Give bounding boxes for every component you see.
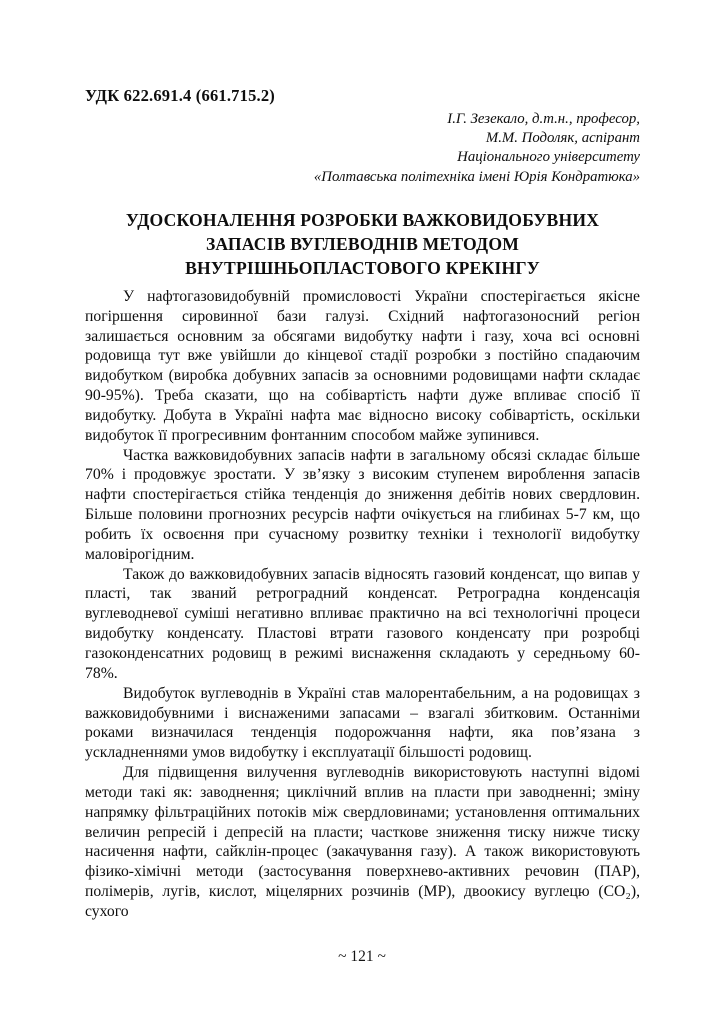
title-line-2: ЗАПАСІВ ВУГЛЕВОДНІВ МЕТОДОМ [205, 233, 520, 254]
article-title [85, 208, 640, 280]
author-line-2: М.М. Подоляк, аспірант [485, 130, 640, 147]
author-block [85, 110, 640, 187]
title-line-3: ВНУТРІШНЬОПЛАСТОВОГО КРЕКІНГУ [185, 257, 540, 278]
paragraph-4: Видобуток вуглеводнів в Україні став малорентабельним, а на родовищах з важковидобувними і виснаженими запасами – взагалі збитковим. Останніми роками визначилася тенденція подорожчання нафти, яка пов’язана з ускладненнями умов видобутку і експлуатації більшості родовищ. [85, 684, 640, 762]
author-line-1: І.Г. Зезекало, д.т.н., професор, [447, 111, 640, 127]
title-line-1: УДОСКОНАЛЕННЯ РОЗРОБКИ ВАЖКОВИДОБУВНИХ [125, 209, 600, 230]
article-body [85, 287, 640, 922]
paragraph-5: Для підвищення вилучення вуглеводнів використовують наступні відомі методи такі як: заводнення; циклічний вплив на пласти при заводненні; зміну напрямку фільтраційних потоків між свердловинами; установлення оптимальних величин репресій і депресій на пласти; часткове зниження тиску нижче тиску насичення нафти, сайклін-процес (закачування газу). А також використовують фізико-хімічні методи (застосування поверхнево-активних речовин (ПАР), полімерів, лугів, кислот, міцелярних розчинів (МР), двоокису вуглецю (CO₂), сухого [85, 764, 640, 920]
author-line-3: Національного університету [457, 149, 640, 166]
paragraph-1: У нафтогазовидобувній промисловості України спостерігається якісне погіршення сировинної бази галузі. Східний нафтогазоносний регіон залишається основним за обсягами видобутку нафти і газу, хоча всі основні родовища тут вже увійшли до кінцевої стадії розробки з постійно спадаючим видобутком (виробка добувних запасів за основними родовищами нафти складає 90-95%). Треба сказати, що на собівартість нафти дуже впливає спосіб її видобутку. Добута в Україні нафта має відносно високу собівартість, оскільки видобуток її прогресивним фонтанним способом майже зупинився. [85, 287, 640, 444]
udc-code: УДК 622.691.4 (661.715.2) [85, 86, 275, 105]
page-number: ~ 121 ~ [338, 948, 386, 965]
paragraph-3: Також до важковидобувних запасів відносять газовий конденсат, що випав у пласті, так званий ретроградний конденсат. Ретроградна конденсація вуглеводневої суміші негативно впливає практично на всі технологічні процеси видобутку конденсату. Пластові втрати газового конденсату при розробці газоконденсатних родовищ в режимі виснаження складають у середньому 60-78%. [85, 565, 640, 682]
author-line-4: «Полтавська політехніка імені Юрія Кондратюка» [313, 168, 640, 185]
paragraph-2: Частка важковидобувних запасів нафти в загальному обсязі складає більше 70% і продовжує зростати. У зв’язку з високим ступенем вироблення запасів нафти спостерігається стійка тенденція до зниження дебітів нових свердловин. Більше половини прогнозних ресурсів нафти очікується на глибинах 5-7 км, що робить їх освоєння при сучасному розвитку техніки і технології видобутку маловірогідним. [85, 446, 640, 563]
